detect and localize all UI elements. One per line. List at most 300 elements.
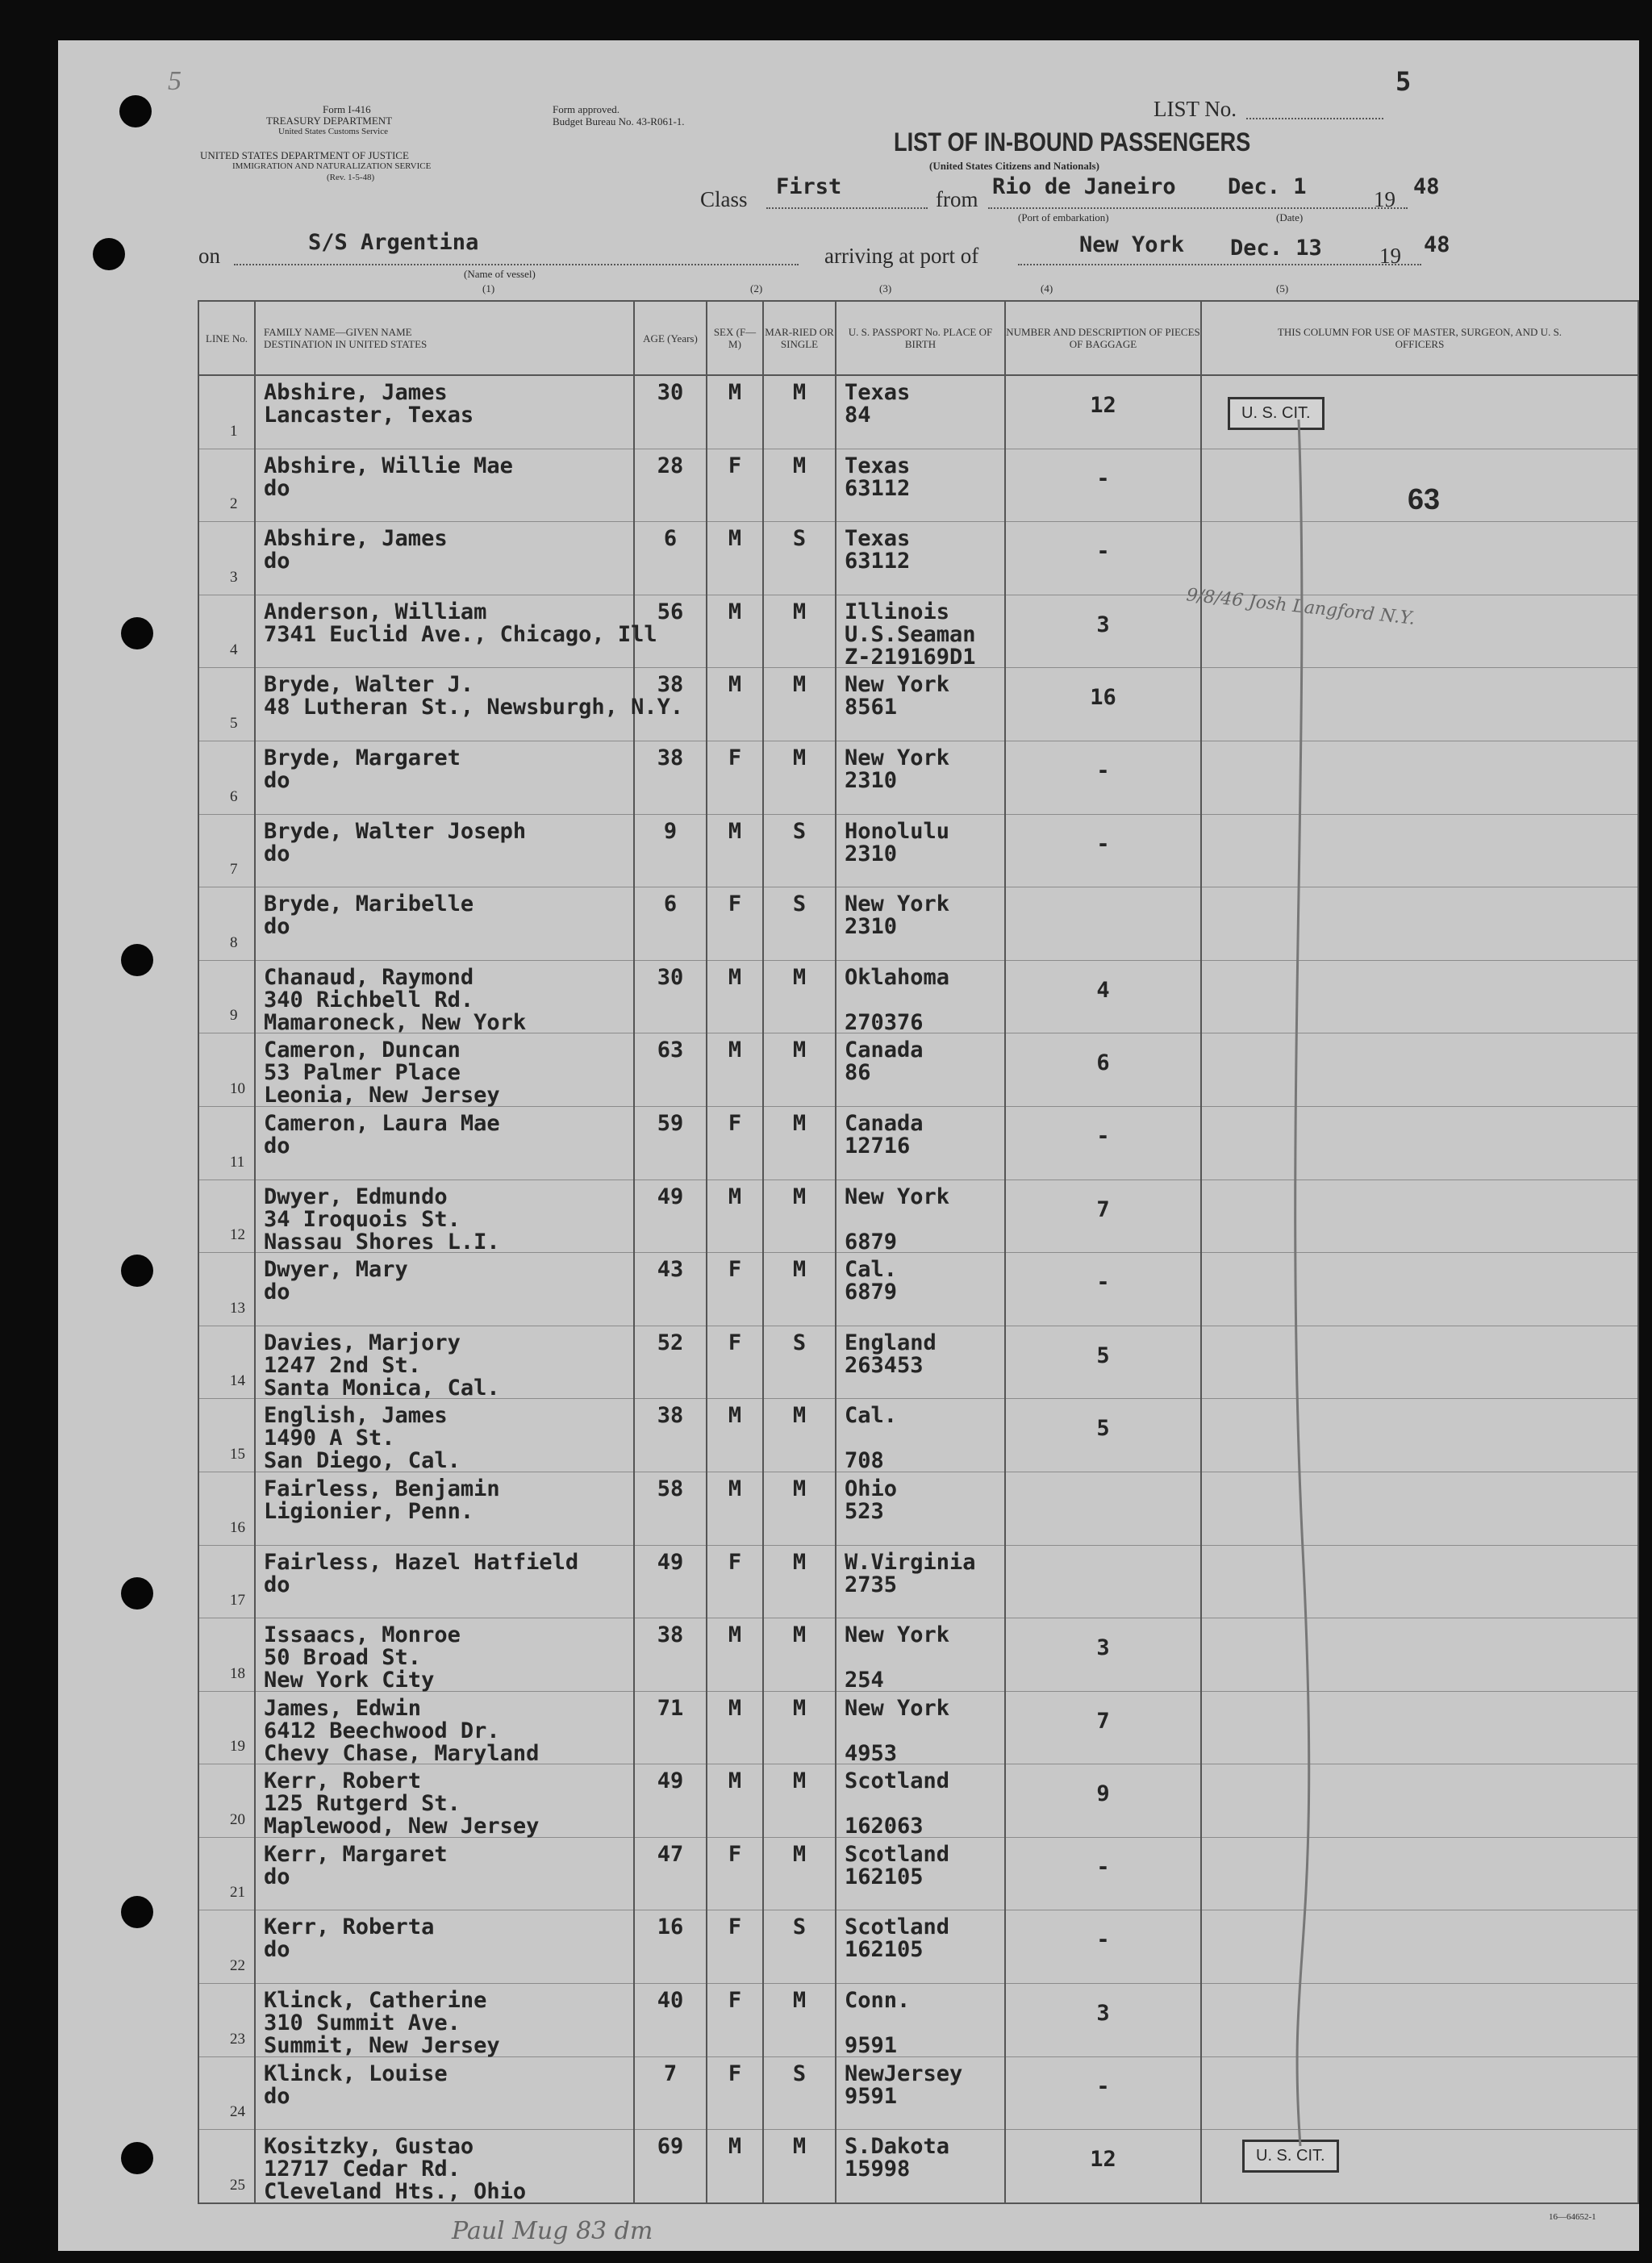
table-row [198, 522, 1638, 595]
passport-cell [836, 1984, 1005, 2057]
line-number: 5 [230, 714, 238, 732]
name-cell [255, 1545, 634, 1618]
name-cell [255, 1837, 634, 1910]
marital-cell [763, 1399, 836, 1472]
age-cell [634, 1545, 707, 1618]
baggage-cell [1005, 1326, 1201, 1399]
destination-line-1: 50 Broad St. [264, 1645, 422, 1671]
marital-value: S [792, 526, 807, 552]
birthplace: Scotland [845, 1841, 950, 1867]
birthplace: Ohio [845, 1476, 898, 1501]
destination-line-1: do [264, 1280, 290, 1305]
line-number: 7 [230, 861, 238, 879]
passport-cell [836, 1691, 1005, 1764]
birthplace: Oklahoma [845, 964, 950, 990]
marital-value: S [792, 1330, 807, 1355]
passenger-name: Fairless, Benjamin [264, 1476, 500, 1501]
age-value: 63 [657, 1038, 684, 1063]
passport-number: 263453 [845, 1352, 924, 1378]
baggage-cell [1005, 1545, 1201, 1618]
table-row [198, 375, 1638, 449]
table-row [198, 2130, 1638, 2203]
passport-cell [836, 960, 1005, 1033]
passenger-name: Chanaud, Raymond [264, 964, 474, 990]
age-value: 7 [663, 2060, 678, 2086]
line-number-cell [198, 375, 255, 449]
baggage-count: - [1096, 539, 1110, 565]
class-line [766, 207, 928, 209]
passport-cell [836, 1326, 1005, 1399]
destination-line-1: do [264, 475, 290, 501]
name-cell [255, 1106, 634, 1180]
name-cell [255, 1033, 634, 1107]
passenger-name: Klinck, Catherine [264, 1988, 487, 2014]
passport-number-extra: 270376 [845, 1009, 924, 1035]
marital-cell [763, 814, 836, 887]
destination-line-2: New York City [264, 1668, 435, 1693]
vessel-caption: (Name of vessel) [464, 268, 536, 280]
baggage-count [1006, 887, 1200, 905]
birthplace: Canada [845, 1038, 924, 1063]
baggage-count: 5 [1096, 1342, 1110, 1368]
col-header-sex: SEX (F—M) [707, 301, 763, 375]
name-cell [255, 1764, 634, 1838]
baggage-count: 5 [1096, 1416, 1110, 1442]
sex-cell [707, 1399, 763, 1472]
list-number: 5 [1395, 66, 1412, 97]
class-value: First [776, 174, 842, 199]
sex-cell [707, 741, 763, 814]
passport-cell [836, 1910, 1005, 1984]
age-cell [634, 2056, 707, 2130]
baggage-cell [1005, 814, 1201, 887]
age-value: 49 [657, 1184, 684, 1209]
sex-cell [707, 1691, 763, 1764]
vessel-line [234, 264, 799, 265]
passport-cell [836, 595, 1005, 668]
age-cell [634, 1837, 707, 1910]
marital-cell [763, 1764, 836, 1838]
passport-cell [836, 741, 1005, 814]
passport-cell [836, 1545, 1005, 1618]
marital-cell [763, 1326, 836, 1399]
line-number-cell [198, 449, 255, 522]
destination-line-1: do [264, 914, 290, 940]
sex-value: F [728, 1257, 742, 1283]
name-cell [255, 1180, 634, 1253]
sex-cell [707, 522, 763, 595]
baggage-cell [1005, 595, 1201, 668]
marital-cell [763, 1180, 836, 1253]
sex-value: M [728, 1476, 742, 1501]
age-value: 38 [657, 745, 684, 770]
passenger-table [198, 300, 1639, 2204]
table-row [198, 1399, 1638, 1472]
passport-number: 162105 [845, 1937, 924, 1963]
table-row [198, 2056, 1638, 2130]
birthplace: New York [845, 745, 950, 770]
sex-value: M [728, 380, 742, 405]
table-row [198, 741, 1638, 814]
baggage-cell [1005, 960, 1201, 1033]
line-number: 21 [230, 1884, 245, 1902]
budget-bureau: Budget Bureau No. 43-R061-1. [553, 115, 685, 127]
name-cell [255, 1618, 634, 1692]
baggage-count: 3 [1096, 1635, 1110, 1661]
line-number: 15 [230, 1445, 245, 1463]
passport-number: 86 [845, 1060, 871, 1086]
birthplace: Scotland [845, 1914, 950, 1940]
line-number: 23 [230, 2030, 245, 2048]
age-cell [634, 1326, 707, 1399]
line-number: 17 [230, 1592, 245, 1610]
passport-number: 63112 [845, 475, 911, 501]
punch-hole [121, 1577, 153, 1610]
name-cell [255, 741, 634, 814]
marital-cell [763, 1253, 836, 1326]
destination-line-1: 1247 2nd St. [264, 1352, 422, 1378]
age-value: 56 [657, 599, 684, 624]
passport-number: 8561 [845, 695, 898, 720]
passport-number-extra: 9591 [845, 2033, 898, 2059]
baggage-cell [1005, 1472, 1201, 1545]
name-cell [255, 595, 657, 668]
destination-line-2: Santa Monica, Cal. [264, 1375, 500, 1401]
marital-cell [763, 960, 836, 1033]
age-cell [634, 960, 707, 1033]
age-cell [634, 741, 707, 814]
baggage-cell [1005, 2130, 1201, 2203]
passport-cell [836, 1106, 1005, 1180]
line-number-cell [198, 1545, 255, 1618]
sex-value: F [728, 891, 742, 917]
age-value: 47 [657, 1841, 684, 1867]
table-row [198, 887, 1638, 961]
age-value: 52 [657, 1330, 684, 1355]
marital-value: M [792, 964, 807, 990]
destination-line-1: do [264, 1937, 290, 1963]
col-header-name: FAMILY NAME—GIVEN NAME DESTINATION IN UNITED STATES [255, 301, 634, 375]
passport-number: 63112 [845, 549, 911, 574]
passport-cell [836, 1399, 1005, 1472]
line-number: 12 [230, 1226, 245, 1244]
sex-cell [707, 668, 763, 741]
name-cell [255, 449, 634, 522]
table-row [198, 1764, 1638, 1838]
marital-value: M [792, 1476, 807, 1501]
baggage-cell [1005, 1106, 1201, 1180]
sex-value: F [728, 1841, 742, 1867]
col-num-5: (5) [1276, 282, 1289, 294]
sex-cell [707, 1326, 763, 1399]
marital-value: M [792, 1622, 807, 1648]
table-header-row [198, 301, 1638, 375]
name-cell [255, 814, 634, 887]
baggage-count [1006, 1472, 1200, 1490]
age-cell [634, 887, 707, 961]
table-row [198, 1472, 1638, 1545]
baggage-cell [1005, 522, 1201, 595]
arrival-line [1018, 264, 1421, 265]
line-number: 3 [230, 568, 238, 586]
baggage-count: - [1096, 831, 1110, 857]
marital-cell [763, 1691, 836, 1764]
passport-number: 162105 [845, 1864, 924, 1889]
sex-cell [707, 1253, 763, 1326]
form-number: Form I-416 [323, 103, 371, 115]
sex-cell [707, 960, 763, 1033]
table-row [198, 1253, 1638, 1326]
passport-cell [836, 1618, 1005, 1692]
arriving-label: arriving at port of [824, 244, 979, 268]
marital-cell [763, 595, 836, 668]
sex-value: F [728, 1914, 742, 1940]
birthplace: Cal. [845, 1403, 898, 1429]
name-cell [255, 1910, 634, 1984]
passenger-name: Bryde, Walter Joseph [264, 818, 527, 844]
passport-number: 15998 [845, 2157, 911, 2182]
destination-line-1: do [264, 1572, 290, 1597]
passport-number-extra: 254 [845, 1668, 884, 1693]
baggage-cell [1005, 741, 1201, 814]
sex-value: M [728, 1184, 742, 1209]
line-number-cell [198, 1472, 255, 1545]
baggage-cell [1005, 1033, 1201, 1107]
col-num-4: (4) [1041, 282, 1053, 294]
passport-number: 6879 [845, 1280, 898, 1305]
line-number-cell [198, 814, 255, 887]
line-number: 11 [230, 1153, 245, 1171]
marital-cell [763, 1545, 836, 1618]
on-label: on [198, 244, 220, 268]
line-number-cell [198, 1910, 255, 1984]
embarkation-date: Dec. 1 [1228, 174, 1307, 199]
birthplace: New York [845, 1622, 950, 1648]
sex-cell [707, 1472, 763, 1545]
sex-value: F [728, 1549, 742, 1575]
age-cell [634, 449, 707, 522]
line-number: 22 [230, 1957, 245, 1975]
line-number-cell [198, 1764, 255, 1838]
line-number-cell [198, 2130, 255, 2203]
baggage-cell [1005, 1399, 1201, 1472]
destination-line-2: Leonia, New Jersey [264, 1083, 500, 1109]
col-header-line: LINE No. [198, 301, 255, 375]
marital-value: M [792, 1038, 807, 1063]
marital-cell [763, 1618, 836, 1692]
sex-cell [707, 1837, 763, 1910]
name-cell [255, 1326, 634, 1399]
baggage-cell [1005, 1984, 1201, 2057]
baggage-cell [1005, 1910, 1201, 1984]
passenger-name: Abshire, Willie Mae [264, 453, 513, 478]
marital-value: M [792, 453, 807, 478]
sex-value: M [728, 1768, 742, 1794]
line-number: 24 [230, 2103, 245, 2121]
list-no-line [1246, 118, 1383, 119]
form-title: LIST OF IN-BOUND PASSENGERS [894, 127, 1251, 157]
list-no-label: LIST No. [1153, 97, 1237, 121]
revision: (Rev. 1-5-48) [327, 173, 375, 182]
age-cell [634, 522, 707, 595]
passport-number: 2735 [845, 1572, 898, 1597]
marital-value: M [792, 672, 807, 698]
birthplace: Cal. [845, 1257, 898, 1283]
marital-value: S [792, 1914, 807, 1940]
punch-hole [121, 944, 153, 976]
table-row [198, 1910, 1638, 1984]
birthplace: New York [845, 672, 950, 698]
line-number: 10 [230, 1079, 245, 1097]
col-num-1: (1) [482, 282, 495, 294]
name-cell [255, 887, 634, 961]
sex-value: F [728, 453, 742, 478]
passport-number-extra: 6879 [845, 1229, 898, 1255]
passenger-name: Cameron, Laura Mae [264, 1110, 500, 1136]
age-value: 6 [663, 891, 678, 917]
name-cell [255, 2056, 634, 2130]
form-subtitle: (United States Citizens and Nationals) [929, 160, 1099, 172]
passport-number: U.S.Seaman [845, 621, 976, 647]
passport-cell [836, 1033, 1005, 1107]
destination-line-2: Summit, New Jersey [264, 2033, 500, 2059]
baggage-cell [1005, 1691, 1201, 1764]
passenger-name: English, James [264, 1403, 448, 1429]
destination-line-2: Nassau Shores L.I. [264, 1229, 500, 1255]
passenger-name: Fairless, Hazel Hatfield [264, 1549, 579, 1575]
sex-cell [707, 1618, 763, 1692]
baggage-cell [1005, 887, 1201, 961]
destination-line-1: 1490 A St. [264, 1426, 395, 1451]
line-number: 8 [230, 933, 238, 951]
sex-value: M [728, 1695, 742, 1721]
line-number-cell [198, 1984, 255, 2057]
baggage-count: 3 [1096, 2001, 1110, 2027]
age-cell [634, 375, 707, 449]
arrival-year: 48 [1424, 232, 1450, 257]
line-number-cell [198, 668, 255, 741]
baggage-cell [1005, 375, 1201, 449]
age-cell [634, 1180, 707, 1253]
destination-line-1: do [264, 767, 290, 793]
marital-cell [763, 1106, 836, 1180]
col-header-age: AGE (Years) [634, 301, 707, 375]
table-row [198, 1984, 1638, 2057]
sex-value: F [728, 745, 742, 770]
sex-value: M [728, 526, 742, 552]
destination-line-1: 7341 Euclid Ave., Chicago, Ill [264, 621, 657, 647]
sex-cell [707, 1106, 763, 1180]
passport-cell [836, 2056, 1005, 2130]
sex-cell [707, 595, 763, 668]
passport-number-extra: 4953 [845, 1740, 898, 1766]
col-header-officers: THIS COLUMN FOR USE OF MASTER, SURGEON, AND U. S. OFFICERS [1201, 301, 1638, 375]
passenger-name: Davies, Marjory [264, 1330, 461, 1355]
line-number: 4 [230, 641, 238, 659]
passport-cell [836, 375, 1005, 449]
passport-cell [836, 2130, 1005, 2203]
age-cell [634, 1984, 707, 2057]
line-number: 25 [230, 2177, 245, 2194]
destination-line-1: 12717 Cedar Rd. [264, 2157, 461, 2182]
line-number-cell [198, 887, 255, 961]
us-citizen-stamp-bottom: U. S. CIT. [1242, 2140, 1339, 2173]
from-year: 48 [1413, 174, 1440, 199]
destination-line-2: San Diego, Cal. [264, 1448, 461, 1474]
name-cell [255, 960, 634, 1033]
line-number-cell [198, 1033, 255, 1107]
age-value: 28 [657, 453, 684, 478]
punch-hole [121, 617, 153, 649]
name-cell [255, 375, 634, 449]
line-number-cell [198, 1326, 255, 1399]
passenger-name: Dwyer, Edmundo [264, 1184, 448, 1209]
sex-cell [707, 375, 763, 449]
passenger-name: Kerr, Robert [264, 1768, 422, 1794]
treasury-dept: TREASURY DEPARTMENT [266, 115, 393, 127]
destination-line-2: Mamaroneck, New York [264, 1009, 527, 1035]
sex-value: M [728, 964, 742, 990]
col-num-2: (2) [750, 282, 763, 294]
table-row [198, 814, 1638, 887]
baggage-count: - [1096, 1854, 1110, 1880]
passport-cell [836, 668, 1005, 741]
table-row [198, 1180, 1638, 1253]
sex-cell [707, 814, 763, 887]
margin-mark: 5 [168, 66, 181, 96]
destination-line-1: 310 Summit Ave. [264, 2010, 461, 2036]
baggage-count: - [1096, 1270, 1110, 1296]
table-row [198, 1326, 1638, 1399]
baggage-count: - [1096, 758, 1110, 783]
baggage-count: 6 [1096, 1050, 1110, 1076]
baggage-count: 7 [1096, 1708, 1110, 1734]
sex-value: M [728, 599, 742, 624]
name-cell [255, 1253, 634, 1326]
birthplace: NewJersey [845, 2060, 963, 2086]
marital-cell [763, 449, 836, 522]
col-header-married: MAR-RIED OR SINGLE [763, 301, 836, 375]
birthplace: Texas [845, 380, 911, 405]
line-number-cell [198, 1691, 255, 1764]
table-row [198, 960, 1638, 1033]
line-number-cell [198, 1253, 255, 1326]
punch-hole [121, 1896, 153, 1928]
line-number-cell [198, 1399, 255, 1472]
birthplace: Conn. [845, 1988, 911, 2014]
line-number: 18 [230, 1664, 245, 1682]
passport-cell [836, 1180, 1005, 1253]
line-number-cell [198, 960, 255, 1033]
baggage-count: 16 [1090, 685, 1116, 711]
line-number: 13 [230, 1299, 245, 1317]
baggage-cell [1005, 1764, 1201, 1838]
age-value: 49 [657, 1549, 684, 1575]
line-number: 6 [230, 787, 238, 805]
line-number-cell [198, 1837, 255, 1910]
sex-value: F [728, 2060, 742, 2086]
birthplace: S.Dakota [845, 2134, 950, 2160]
sex-value: F [728, 1330, 742, 1355]
vessel-name: S/S Argentina [308, 230, 479, 255]
arrival-date: Dec. 13 [1230, 236, 1322, 261]
passenger-name: Bryde, Walter J. [264, 672, 474, 698]
from-year-prefix: 19 [1374, 187, 1395, 211]
line-number: 2 [230, 495, 238, 513]
passport-cell [836, 887, 1005, 961]
punch-hole [121, 1255, 153, 1287]
table-row [198, 1033, 1638, 1107]
